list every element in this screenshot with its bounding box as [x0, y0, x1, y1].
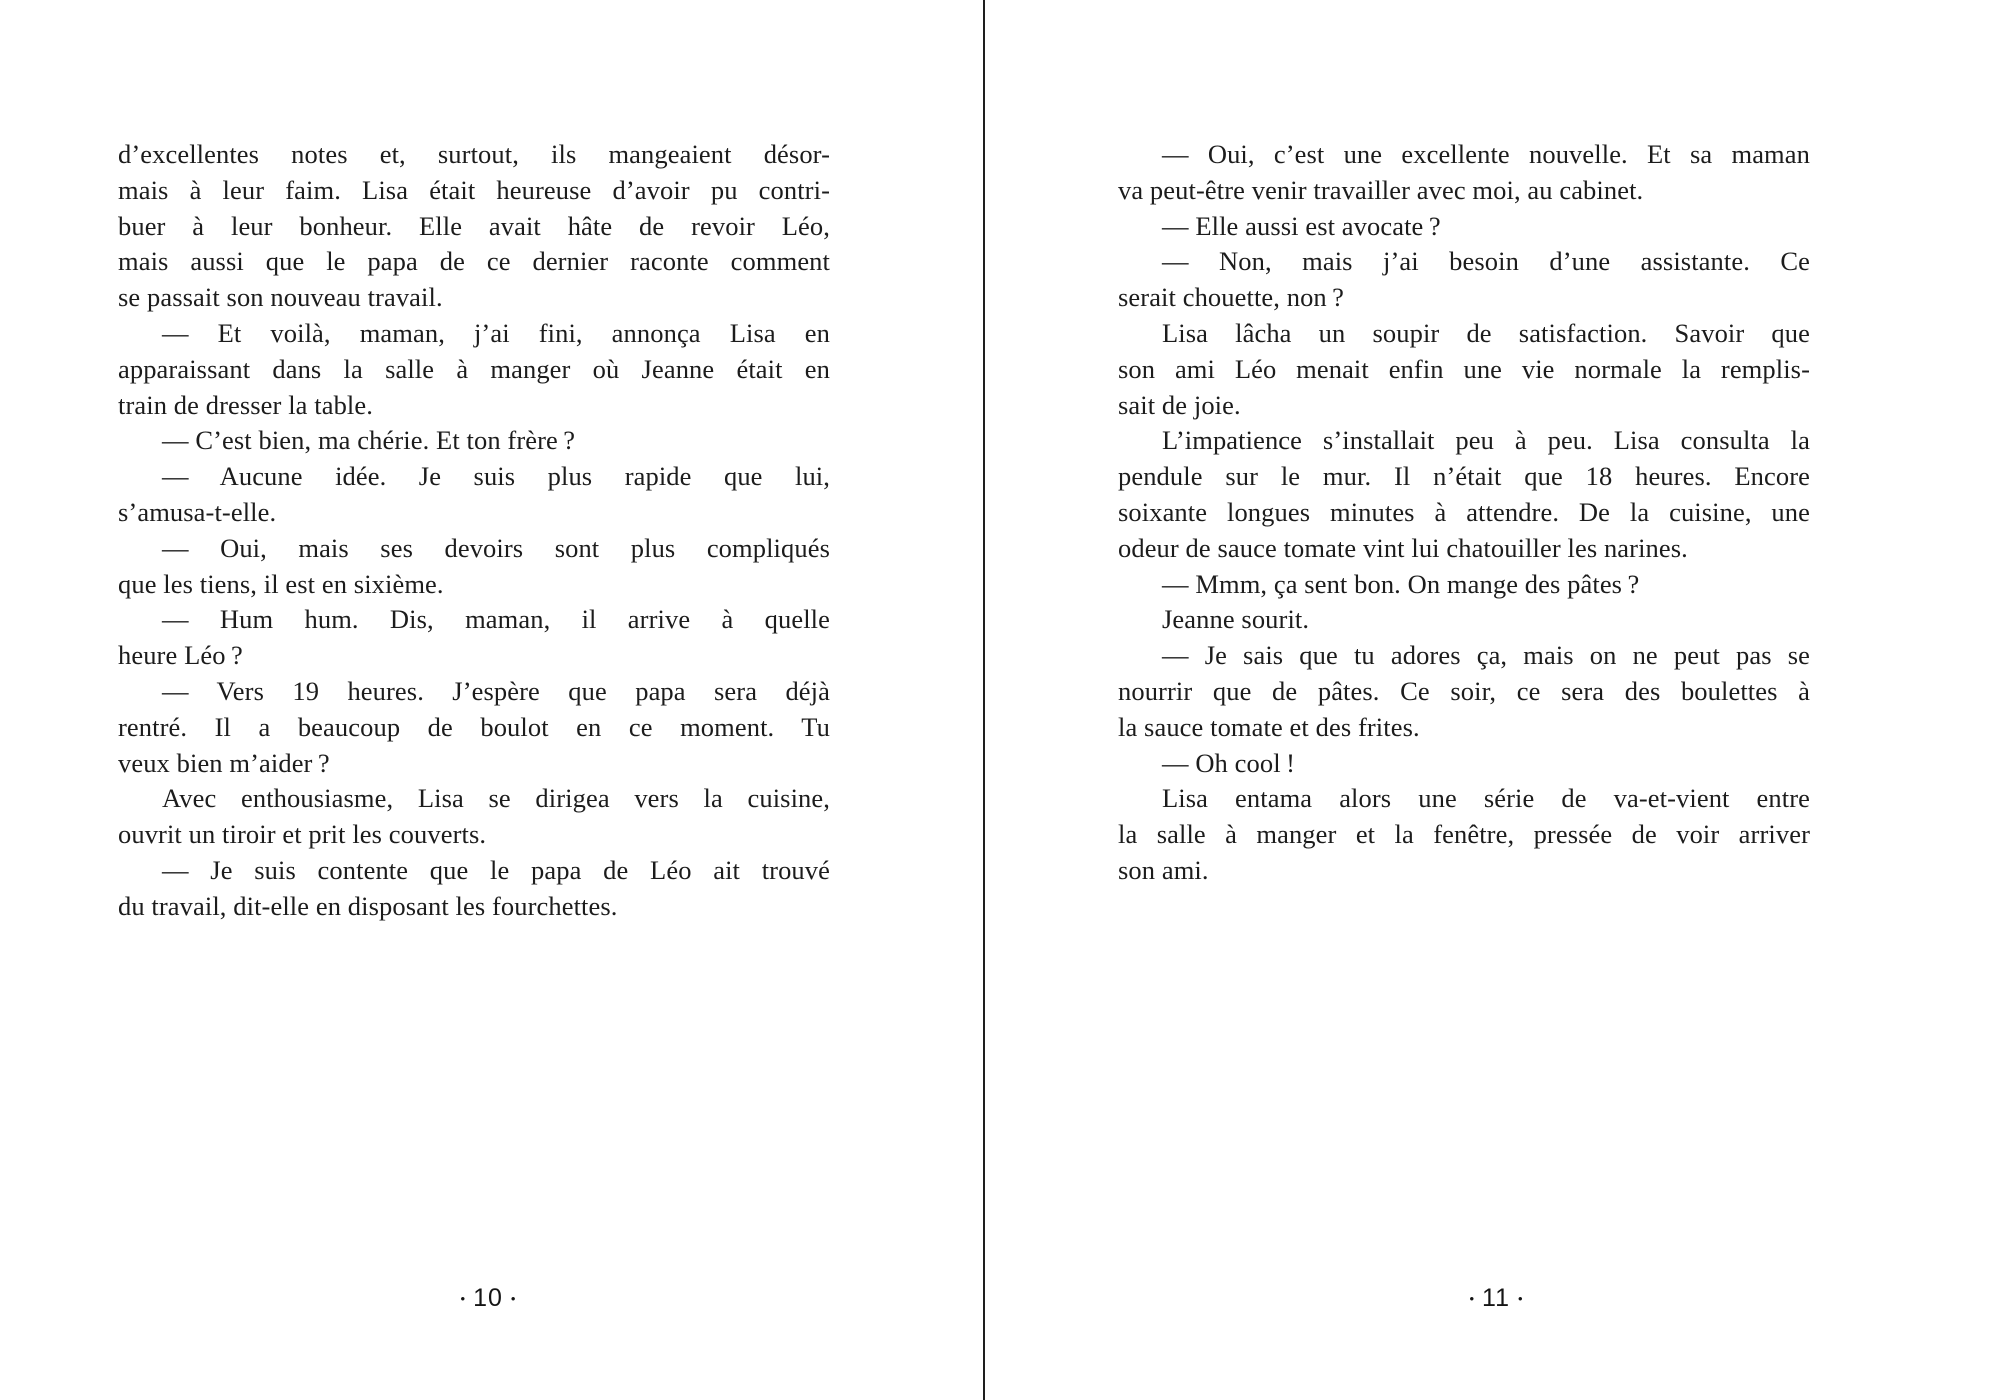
text-line: — Et voilà, maman, j’ai fini, annonça Lisa en [162, 317, 830, 348]
text-line: pendule sur le mur. Il n’était que 18 heures. Encore [1118, 461, 1810, 492]
text-line: Avec enthousiasme, Lisa se dirigea vers la cuisine, [162, 783, 830, 814]
bullet-icon: • [1517, 1291, 1523, 1306]
text-line: que les tiens, il est en sixième. [118, 568, 444, 599]
text-line: — Non, mais j’ai besoin d’une assistante. Ce [1162, 246, 1810, 277]
text-line: — Hum hum. Dis, maman, il arrive à quelle [162, 604, 830, 635]
text-line: — Je suis contente que le papa de Léo ait trouvé [162, 854, 830, 885]
text-line: — Je sais que tu adores ça, mais on ne peut pas se [1162, 640, 1810, 671]
text-line: s’amusa-t-elle. [118, 496, 277, 527]
bullet-icon: • [510, 1291, 516, 1306]
text-line: la sauce tomate et des frites. [1118, 711, 1420, 742]
text-line: Lisa entama alors une série de va-et-vient entre [1162, 783, 1810, 814]
bullet-icon: • [1469, 1291, 1475, 1306]
text-line: son ami. [1118, 854, 1209, 885]
text-line: mais aussi que le papa de ce dernier raconte comment [118, 246, 830, 277]
text-line: buer à leur bonheur. Elle avait hâte de revoir Léo, [118, 210, 830, 241]
text-line: — Oui, mais ses devoirs sont plus compliqués [162, 532, 830, 563]
text-line: — Mmm, ça sent bon. On mange des pâtes ? [1162, 568, 1640, 599]
left-page-text [118, 137, 830, 925]
text-line: se passait son nouveau travail. [118, 282, 443, 313]
text-line: heure Léo ? [118, 640, 243, 671]
right-page-text [1118, 137, 1810, 889]
text-line: nourrir que de pâtes. Ce soir, ce sera des boulettes à [1118, 675, 1810, 706]
text-line: — Oh cool ! [1162, 747, 1295, 778]
page-divider [983, 0, 985, 1400]
text-line: son ami Léo menait enfin une vie normale la remplis- [1118, 353, 1810, 384]
bullet-icon: • [460, 1291, 466, 1306]
text-line: du travail, dit-elle en disposant les fourchettes. [118, 890, 618, 921]
text-line: — Elle aussi est avocate ? [1162, 210, 1441, 241]
text-line: va peut-être venir travailler avec moi, au cabinet. [1118, 174, 1644, 205]
text-line: apparaissant dans la salle à manger où Jeanne était en [118, 353, 830, 384]
text-line: odeur de sauce tomate vint lui chatouiller les narines. [1118, 532, 1688, 563]
text-line: mais à leur faim. Lisa était heureuse d’avoir pu contri- [118, 174, 830, 205]
text-line: veux bien m’aider ? [118, 747, 330, 778]
text-line: soixante longues minutes à attendre. De la cuisine, une [1118, 496, 1810, 527]
text-line: d’excellentes notes et, surtout, ils mangeaient désor- [118, 139, 830, 169]
text-line: — Oui, c’est une excellente nouvelle. Et sa maman [1162, 139, 1810, 169]
page-number-value: 11 [1482, 1284, 1510, 1312]
text-line: Jeanne sourit. [1162, 604, 1310, 635]
page-number-right [1469, 1284, 1522, 1313]
page-number-left [461, 1284, 516, 1313]
text-line: Lisa lâcha un soupir de satisfaction. Savoir que [1162, 317, 1810, 348]
text-line: rentré. Il a beaucoup de boulot en ce moment. Tu [118, 711, 830, 742]
text-line: sait de joie. [1118, 389, 1241, 420]
text-line: — Vers 19 heures. J’espère que papa sera déjà [162, 675, 830, 706]
text-line: L’impatience s’installait peu à peu. Lisa consulta la [1162, 425, 1810, 456]
text-line: ouvrit un tiroir et prit les couverts. [118, 819, 487, 850]
text-line: — Aucune idée. Je suis plus rapide que lui, [162, 461, 830, 492]
text-line: serait chouette, non ? [1118, 282, 1345, 313]
text-line: train de dresser la table. [118, 389, 373, 420]
text-line: la salle à manger et la fenêtre, pressée de voir arriver [1118, 819, 1810, 850]
text-line: — C’est bien, ma chérie. Et ton frère ? [162, 425, 576, 456]
page-number-value: 10 [473, 1284, 503, 1312]
